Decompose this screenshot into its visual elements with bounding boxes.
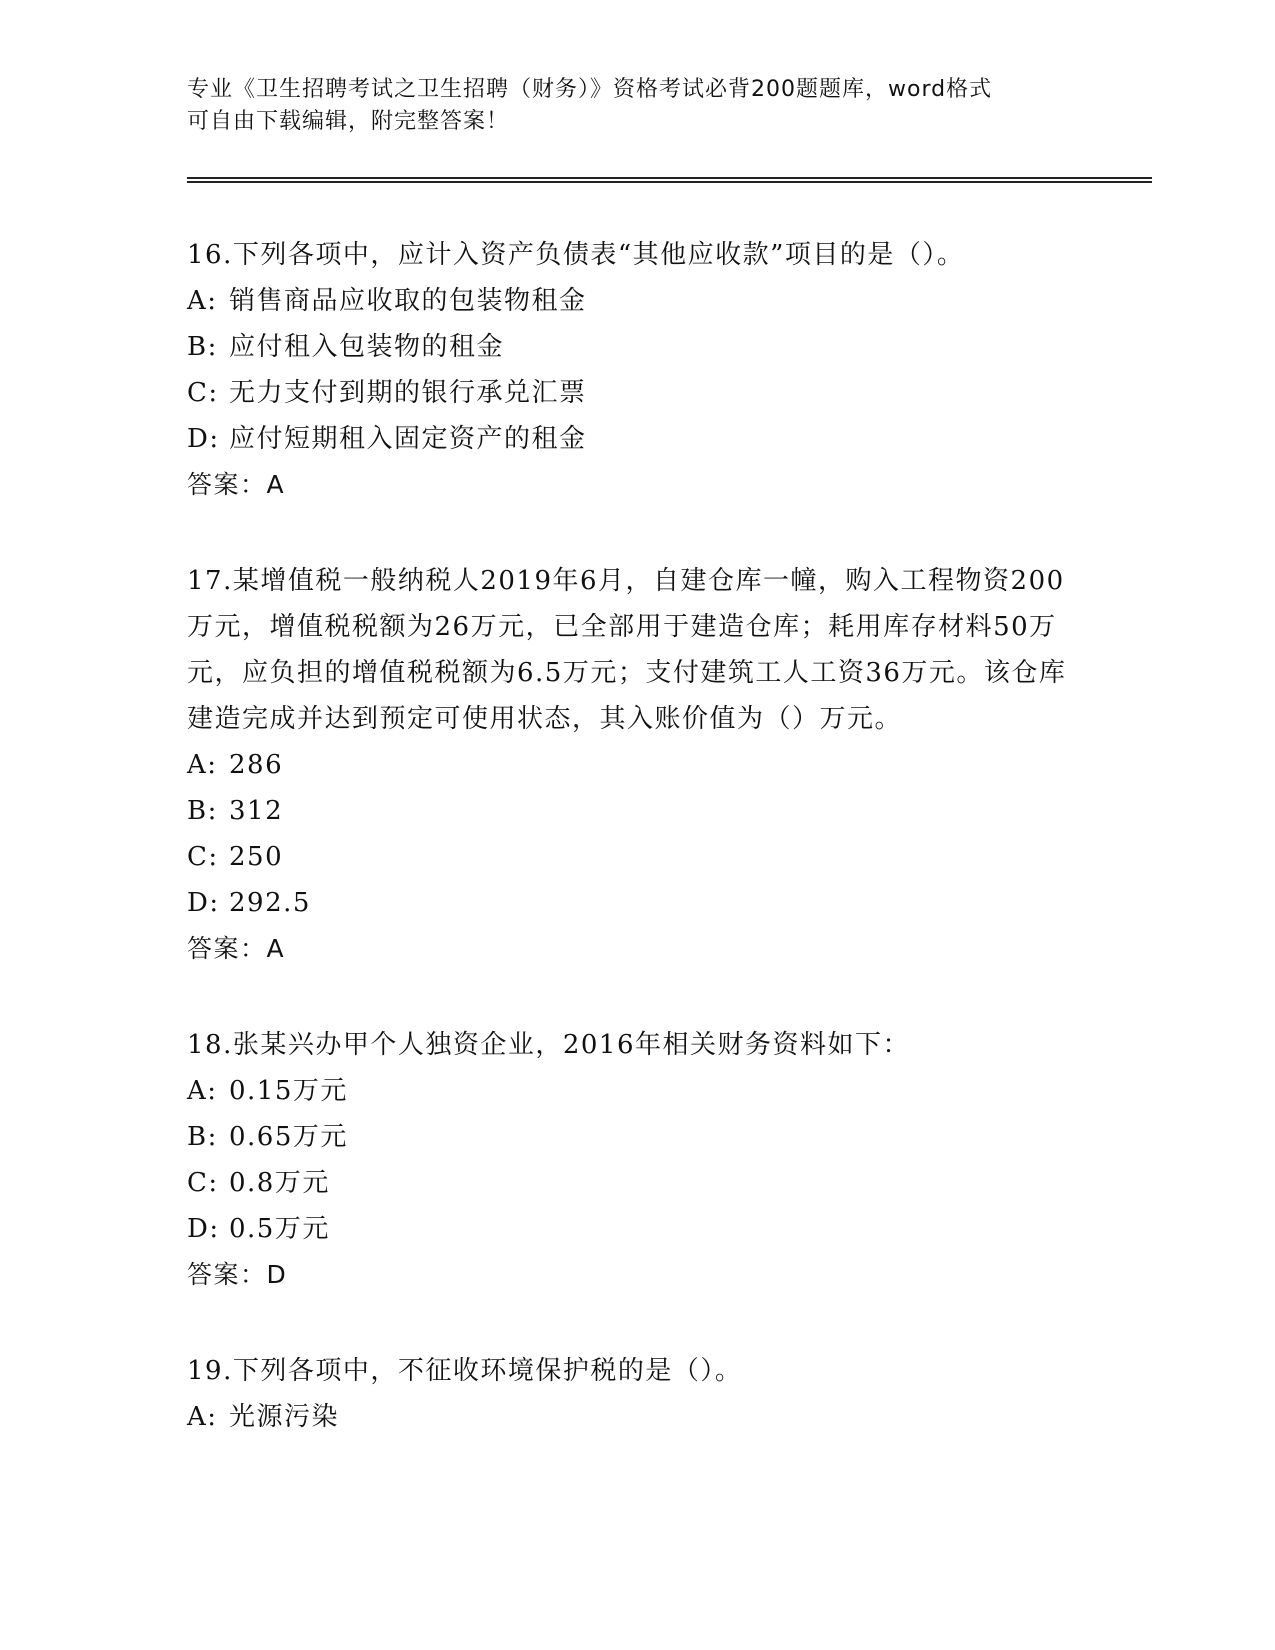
question-text: 16.下列各项中，应计入资产负债表“其他应收款”项目的是（）。 [187, 240, 965, 270]
header-line-2: 可自由下载编辑，附完整答案！ [187, 109, 510, 134]
answer-label: 答案：A [187, 470, 286, 499]
option-d [187, 880, 1067, 926]
option-letter: A: [187, 1076, 218, 1106]
option-a [187, 742, 1067, 788]
option-c [187, 834, 1067, 880]
header-line-1: 专业《卫生招聘考试之卫生招聘（财务）》资格考试必背200题题库，word格式 [187, 77, 993, 102]
answer-label: 答案：D [187, 1260, 288, 1289]
option-b [187, 1114, 1067, 1160]
option-b [187, 324, 1067, 370]
option-letter: C: [187, 842, 219, 872]
option-text: 0.15万元 [229, 1076, 348, 1106]
option-a [187, 278, 1067, 324]
question-text: 17.某增值税一般纳税人2019年6月，自建仓库一幢，购入工程物资200万元，增值税税额为26万元，已全部用于建造仓库；耗用库存材料50万元，应负担的增值税税额为6.5万元；支付建筑工人工资36万元。该仓库建造完成并达到预定可使用状态，其入账价值为（）万元。 [187, 566, 1067, 734]
question-17 [187, 558, 1067, 972]
option-c [187, 1160, 1067, 1206]
option-letter: A: [187, 1402, 218, 1432]
option-letter: A: [187, 286, 218, 316]
option-b [187, 788, 1067, 834]
document-header [187, 74, 1067, 138]
option-text: 销售商品应收取的包装物租金 [229, 286, 587, 316]
question-18 [187, 1022, 1067, 1298]
header-double-rule [187, 177, 1152, 183]
option-text: 312 [229, 796, 284, 826]
option-text: 光源污染 [229, 1402, 340, 1432]
option-text: 0.5万元 [229, 1214, 330, 1244]
answer-label: 答案：A [187, 934, 286, 963]
question-text: 19.下列各项中，不征收环境保护税的是（）。 [187, 1356, 743, 1386]
option-letter: C: [187, 378, 219, 408]
option-text: 0.8万元 [229, 1168, 330, 1198]
option-letter: B: [187, 796, 218, 826]
option-a [187, 1394, 1067, 1440]
option-letter: B: [187, 1122, 218, 1152]
option-text: 250 [229, 842, 284, 872]
option-letter: D: [187, 1214, 220, 1244]
option-text: 无力支付到期的银行承兑汇票 [229, 378, 587, 408]
option-c [187, 370, 1067, 416]
option-text: 应付短期租入固定资产的租金 [229, 424, 587, 454]
option-text: 292.5 [229, 888, 311, 918]
option-letter: D: [187, 888, 220, 918]
option-text: 应付租入包装物的租金 [229, 332, 505, 362]
option-letter: B: [187, 332, 218, 362]
option-letter: A: [187, 750, 218, 780]
question-19 [187, 1348, 1067, 1440]
option-d [187, 1206, 1067, 1252]
option-letter: C: [187, 1168, 219, 1198]
option-letter: D: [187, 424, 220, 454]
question-list [187, 232, 1067, 1490]
question-16 [187, 232, 1067, 508]
option-text: 0.65万元 [229, 1122, 348, 1152]
question-text: 18.张某兴办甲个人独资企业，2016年相关财务资料如下： [187, 1030, 911, 1060]
option-text: 286 [229, 750, 284, 780]
option-d [187, 416, 1067, 462]
option-a [187, 1068, 1067, 1114]
